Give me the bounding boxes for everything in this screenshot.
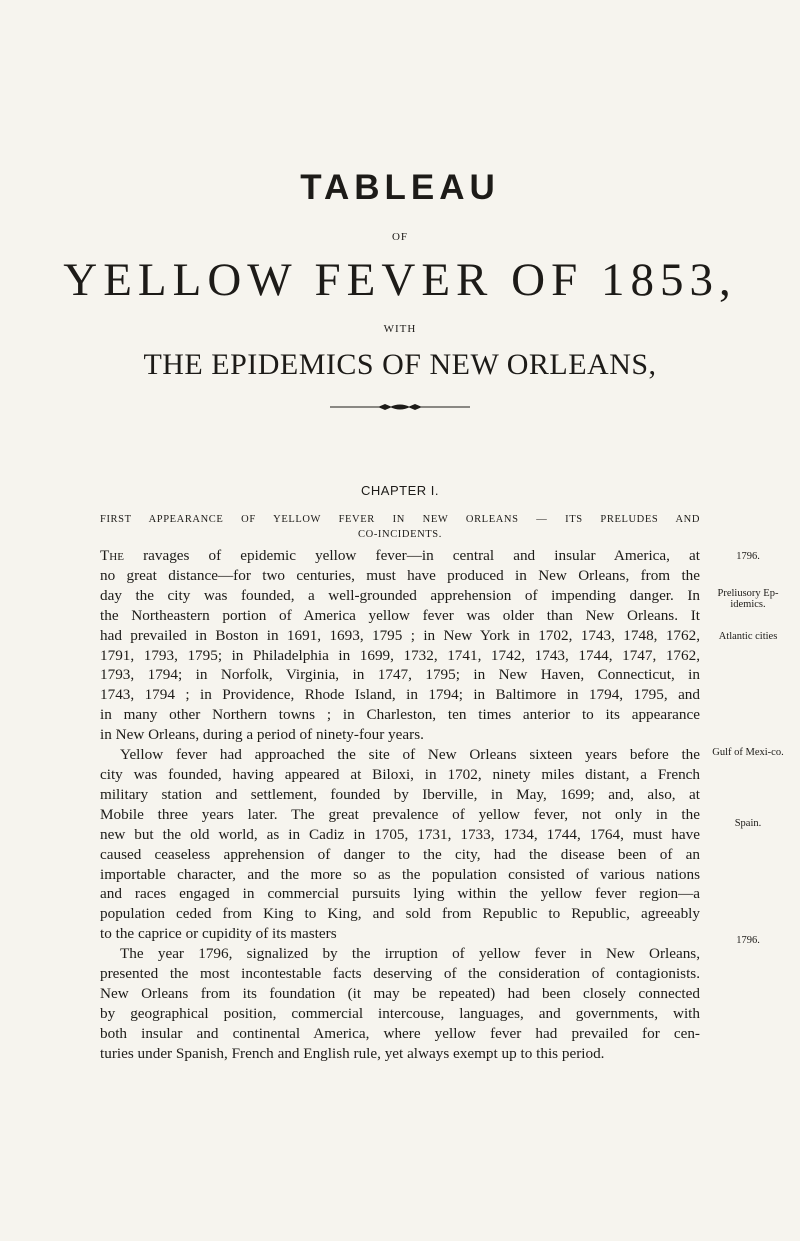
title-tableau: TABLEAU	[300, 168, 500, 207]
margin-note-atlantic: Atlantic cities	[718, 631, 778, 642]
body-line: Mobile three years later. The great prevalence of yellow fever, not only in the	[100, 805, 700, 823]
chapter-subtitle	[100, 512, 700, 542]
body-line: day the city was founded, a well-grounded apprehension of impending danger. In	[100, 586, 700, 604]
body-line: The year 1796, signalized by the irruption of yellow fever in New Orleans,	[120, 945, 700, 963]
body-line: in New Orleans, during a period of ninety-four years.	[100, 726, 424, 744]
body-line: caused ceaseless apprehension of danger to the city, had the disease been of an	[100, 845, 700, 863]
body-line: population ceded from King to King, and sold from Republic to Republic, agreeably	[100, 905, 700, 923]
lead-word: The	[100, 547, 124, 564]
body-line: new but the old world, as in Cadiz in 1705, 1731, 1733, 1734, 1744, 1764, must have	[100, 825, 700, 843]
title-with: WITH	[383, 323, 417, 335]
body-line: both insular and continental America, where yellow fever had prevailed for cen-	[100, 1024, 700, 1042]
ornament-divider-icon	[330, 403, 470, 411]
body-line: and races engaged in commercial pursuits lying within the yellow fever region—a	[100, 885, 700, 903]
body-line: 1791, 1793, 1795; in Philadelphia in 1699, 1732, 1741, 1742, 1743, 1744, 1747, 1762,	[100, 646, 700, 664]
body-line: in many other Northern towns ; in Charleston, ten times anterior to its appearance	[100, 706, 700, 724]
body-line: military station and settlement, founded by Iberville, in May, 1699; and, also, at	[100, 785, 700, 803]
body-line: city was founded, having appeared at Biloxi, in 1702, ninety miles distant, a French	[100, 765, 700, 783]
body-line: no great distance—for two centuries, must have produced in New Orleans, from the	[100, 566, 700, 584]
body-line	[100, 546, 700, 566]
body-line: presented the most incontestable facts deserving of the consideration of contagionists.	[100, 965, 700, 983]
body-line: Yellow fever had approached the site of New Orleans sixteen years before the	[120, 746, 700, 764]
body-line: the Northeastern portion of America yellow fever was older than New Orleans. It	[100, 606, 700, 624]
body-line: New Orleans from its foundation (it may be repeated) had been closely connected	[100, 984, 700, 1002]
chapter-heading: CHAPTER I.	[361, 483, 439, 498]
margin-note-spain: Spain.	[734, 818, 762, 829]
title-epidemics: THE EPIDEMICS OF NEW ORLEANS,	[143, 348, 657, 381]
margin-note-year: 1796.	[736, 551, 760, 562]
body-line: 1743, 1794 ; in Providence, Rhode Island, in 1794; in Baltimore in 1794, 1795, and	[100, 686, 700, 704]
title-yellow-fever: YELLOW FEVER OF 1853,	[63, 254, 737, 306]
margin-note-gulf: Gulf of Mexi-co.	[712, 747, 784, 758]
body-line: had prevailed in Boston in 1691, 1693, 1795 ; in New York in 1702, 1743, 1748, 1762,	[100, 626, 700, 644]
body-line: turies under Spanish, French and English rule, yet always exempt up to this period.	[100, 1044, 605, 1062]
margin-note-year-2: 1796.	[736, 935, 760, 946]
title-of: OF	[391, 231, 409, 243]
body-line: importable character, and the more so as the population consisted of various nations	[100, 865, 700, 883]
chapter-subtitle-line2: CO-INCIDENTS.	[358, 529, 442, 540]
body-line-rest: ravages of epidemic yellow fever—in central and insular America, at	[143, 547, 701, 564]
chapter-subtitle-line1: FIRST APPEARANCE OF YELLOW FEVER IN NEW ORLEANS — ITS PRELUDES AND	[100, 514, 700, 525]
margin-note-preliusory: Preliusory Ep-idemics.	[717, 588, 779, 610]
body-line: to the caprice or cupidity of its masters	[100, 925, 337, 943]
body-line: by geographical position, commercial intercouse, languages, and governments, with	[100, 1004, 700, 1022]
body-line: 1793, 1794; in Norfolk, Virginia, in 1747, 1795; in New Haven, Connecticut, in	[100, 666, 700, 684]
body-text	[100, 546, 700, 1064]
